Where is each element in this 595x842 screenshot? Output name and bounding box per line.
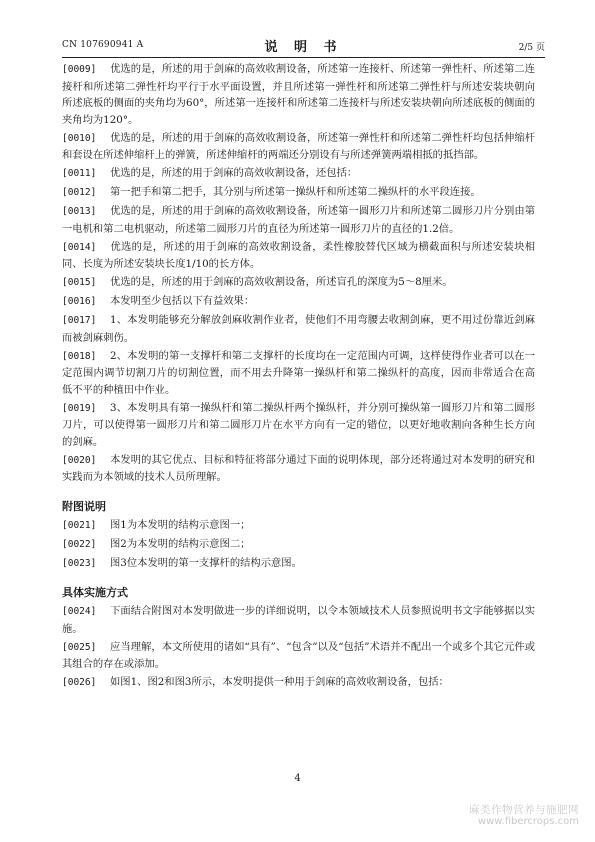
paragraph-number: [0014] <box>62 241 97 253</box>
paragraph-text: 图1为本发明的结构示意图一； <box>110 518 251 531</box>
paragraph-text: 优选的是，所述的用于剑麻的高效收割设备，所述第一连接杆、所述第一弹性杆、所述第二连接杆和所述第二弹性杆均平行于水平面设置，并且所述第一弹性杆和所述第二弹性杆与所述安装块朝向所述底板的侧面的夹角均为60°，所述第一连接杆和所述第二连接杆与所述安装块朝向所述底板的侧面的夹角均为120°。 <box>62 63 535 126</box>
paragraph-number: [0020] <box>62 454 97 466</box>
paragraph <box>62 400 535 451</box>
watermark-site-name: 麻类作物营养与施肥网 <box>469 804 579 816</box>
paragraph <box>62 239 535 273</box>
paragraph <box>62 517 535 535</box>
watermark <box>469 804 579 828</box>
paragraph-text: 第一把手和第二把手，其分别与所述第一操纵杆和所述第二操纵杆的水平段连接。 <box>110 186 481 198</box>
paragraph-text: 本发明的其它优点、目标和特征将部分通过下面的说明体现，部分还将通过对本发明的研究和实践而为本领域的技术人员所理解。 <box>62 453 535 483</box>
paragraph-number: [0010] <box>62 132 97 144</box>
paragraph-number: [0009] <box>62 64 97 75</box>
paragraph-number: [0018] <box>62 350 97 362</box>
paragraph <box>62 293 535 311</box>
paragraph-text: 3、本发明具有第一操纵杆和第二操纵杆两个操纵杆，并分别可操纵第一圆形刀片和第二圆形刀片，可以使得第一圆形刀片和第二圆形刀片在水平方向有一定的错位，以更好地收割向各种生长方向的剑麻。 <box>62 401 535 448</box>
paragraph <box>62 203 535 237</box>
paragraph <box>62 184 535 202</box>
paragraph-number: [0023] <box>62 557 97 569</box>
paragraph <box>62 165 535 183</box>
paragraph-text: 应当理解，本文所使用的诸如“具有”、“包含”以及“包括”术语并不配出一个或多个其它元件或其组合的存在或添加。 <box>62 640 535 670</box>
paragraph-group-summary <box>62 61 535 486</box>
paragraph <box>62 603 535 637</box>
page-number: 4 <box>294 773 301 784</box>
paragraph-number: [0015] <box>62 277 97 288</box>
document-title: 说 明 书 <box>264 40 343 55</box>
watermark-url: www.fibercrops.com <box>477 816 579 827</box>
paragraph <box>62 130 535 164</box>
paragraph-group-figures <box>62 517 535 573</box>
paragraph <box>62 348 535 399</box>
paragraph <box>62 61 535 128</box>
paragraph-number: [0016] <box>62 296 97 307</box>
paragraph-number: [0026] <box>62 677 97 688</box>
patent-number: CN 107690941 A <box>62 40 144 50</box>
paragraph <box>62 639 535 673</box>
paragraph-number: [0025] <box>62 641 97 653</box>
paragraph <box>62 312 535 346</box>
paragraph <box>62 274 535 292</box>
paragraph-number: [0019] <box>62 402 97 414</box>
section-heading-embodiments: 具体实施方式 <box>62 586 128 599</box>
paragraph-group-embodiments <box>62 603 535 692</box>
paragraph-text: 如图1、图2和图3所示，本发明提供一种用于剑麻的高效收割设备，包括： <box>110 676 449 688</box>
document-body <box>62 61 535 693</box>
paragraph <box>62 674 535 692</box>
paragraph-text: 优选的是，所述的用于剑麻的高效收割设备，柔性橡胶替代区域为横截面积与所述安装块相同、长度为所述安装块长度1/10的长方体。 <box>62 240 535 270</box>
paragraph-number: [0024] <box>62 606 97 617</box>
paragraph-text: 优选的是，所述的用于剑麻的高效收割设备，所述第一弹性杆和所述第二弹性杆均包括伸缩杆和套设在所述伸缩杆上的弹簧，所述伸缩杆的两端还分别设有与所述弹簧两端相抵的抵挡部。 <box>62 131 535 161</box>
paragraph-number: [0021] <box>62 519 97 531</box>
page-header <box>62 36 545 54</box>
paragraph-number: [0013] <box>62 206 97 217</box>
page-label: 2/5 页 <box>518 43 545 53</box>
paragraph-number: [0011] <box>62 168 97 179</box>
paragraph-text: 优选的是，所述的用于剑麻的高效收割设备，所述盲孔的深度为5～8厘米。 <box>110 276 453 288</box>
section-heading-figures: 附图说明 <box>62 499 106 513</box>
paragraph-number: [0017] <box>62 315 97 326</box>
paragraph-text: 图3位本发明的第一支撑杆的结构示意图。 <box>110 556 302 569</box>
paragraph-text: 1、本发明能够充分解放剑麻收割作业者，使他们不用弯腰去收割剑麻，更不用过份靠近剑麻而被剑麻刺伤。 <box>62 314 535 344</box>
paragraph-text: 下面结合附图对本发明做进一步的详细说明，以令本领域技术人员参照说明书文字能够据以实施。 <box>62 605 535 635</box>
paragraph-number: [0022] <box>62 538 97 550</box>
paragraph-text: 2、本发明的第一支撑杆和第二支撑杆的长度均在一定范围内可调，这样使得作业者可以在一定范围内调节切割刀片的切割位置，而不用去升降第一操纵杆和第二操纵杆的高度，因而非常适合在高低不平的种植田中作业。 <box>62 349 535 396</box>
paragraph-text: 优选的是，所述的用于剑麻的高效收割设备，还包括： <box>110 167 358 179</box>
paragraph-text: 优选的是，所述的用于剑麻的高效收割设备，所述第一圆形刀片和所述第二圆形刀片分别由第一电机和第二电机驱动，所述第二圆形刀片的直径为所述第一圆形刀片的直径的1.2倍。 <box>62 205 535 235</box>
paragraph-text: 本发明至少包括以下有益效果： <box>110 295 255 307</box>
header-rule <box>62 57 545 58</box>
paragraph-number: [0012] <box>62 187 97 198</box>
paragraph <box>62 536 535 554</box>
paragraph <box>62 555 535 573</box>
paragraph <box>62 452 535 486</box>
paragraph-text: 图2为本发明的结构示意图二； <box>110 537 251 550</box>
